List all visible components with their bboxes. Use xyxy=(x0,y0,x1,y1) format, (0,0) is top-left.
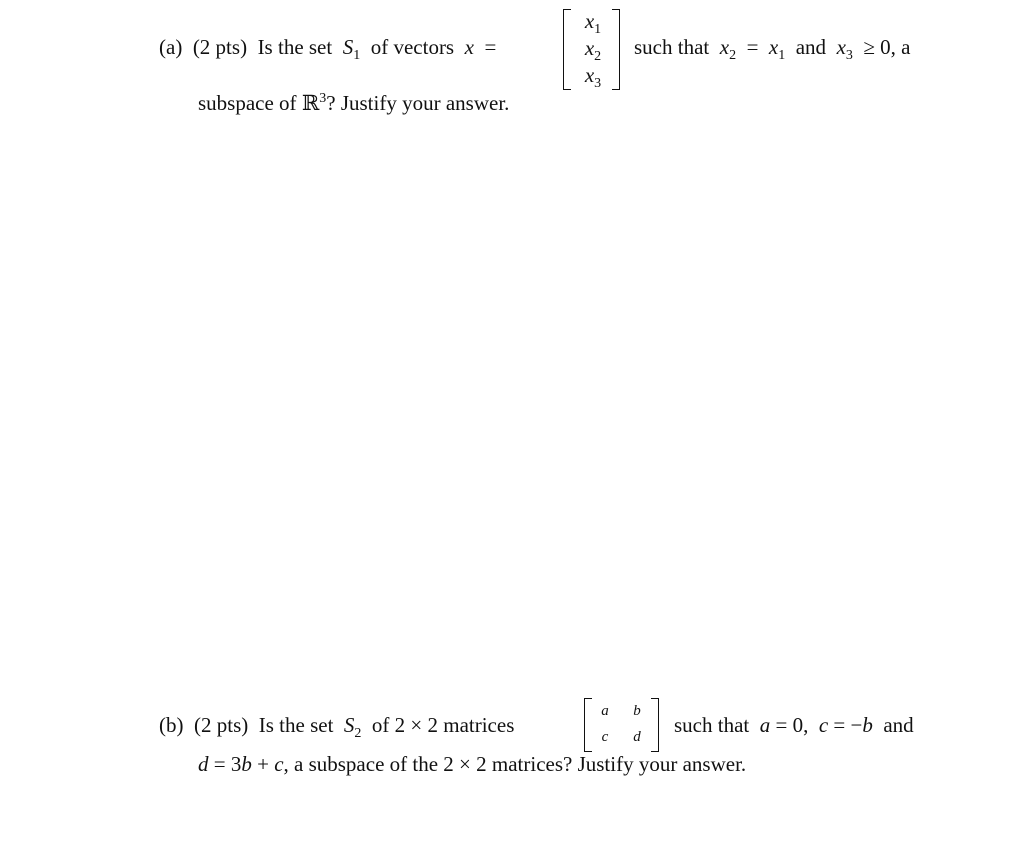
problem-b-points: (2 pts) xyxy=(194,713,249,737)
cond-x2: x xyxy=(719,35,730,59)
problem-a-points: (2 pts) xyxy=(192,35,248,59)
cond-a-eq: = 0, xyxy=(775,713,809,737)
problem-a-line-2 xyxy=(198,91,509,116)
problem-b-condition xyxy=(674,713,914,738)
problem-a-question: ? Justify your answer. xyxy=(326,91,510,115)
matrix-right-bracket xyxy=(651,698,659,752)
matrix-entry-a: a xyxy=(601,703,609,719)
set-s2-subscript: 2 xyxy=(354,726,362,741)
problem-b-text-2: of 2 × 2 matrices xyxy=(371,713,515,737)
set-s1-name: S xyxy=(342,35,354,59)
matrix-entry-c: c xyxy=(601,729,609,745)
problem-a-condition xyxy=(634,35,911,63)
vector-entry-3: $x_3$ xyxy=(584,63,602,91)
cond-c-eq: = − xyxy=(833,713,863,737)
set-s2-name: S xyxy=(343,713,355,737)
cond-x3: x xyxy=(836,35,846,59)
line2-eq: = 3 xyxy=(213,752,242,776)
vector-entry-1: $x_1$ xyxy=(584,9,602,37)
cond-x1-sub: 1 xyxy=(778,48,786,63)
cond-x3-sub: 3 xyxy=(845,48,853,63)
problem-b-line-2 xyxy=(198,752,746,777)
matrix-entry-d: d xyxy=(633,729,641,745)
cond-c: c xyxy=(818,713,829,737)
vector-left-bracket xyxy=(563,9,571,90)
problem-a-text-1: Is the set xyxy=(257,35,333,59)
problem-a-text-3: such that xyxy=(634,35,710,59)
set-s1-subscript: 1 xyxy=(353,48,361,63)
cond-and-b: and xyxy=(883,713,914,737)
matrix-left-bracket xyxy=(584,698,592,752)
problem-a-line-1 xyxy=(159,35,497,63)
problem-a-line2-text: subspace of xyxy=(198,91,297,115)
vector-variable-x: x xyxy=(464,35,474,59)
cond-x1: x xyxy=(768,35,779,59)
line2-plus: + xyxy=(257,752,269,776)
problem-b-text-1: Is the set xyxy=(258,713,334,737)
cond-geq-zero: ≥ 0, a xyxy=(863,35,911,59)
problem-b-label: (b) xyxy=(159,713,184,737)
equals-sign: = xyxy=(484,35,497,59)
real-numbers-exponent: 3 xyxy=(319,91,327,106)
cond-x2-sub: 2 xyxy=(729,48,737,63)
cond-a: a xyxy=(759,713,771,737)
problem-b-question: , a subspace of the 2 × 2 matrices? Justify your answer. xyxy=(283,752,747,776)
line2-d: d xyxy=(198,752,209,776)
problem-b-text-3: such that xyxy=(674,713,750,737)
vector-right-bracket xyxy=(612,9,620,90)
line2-b: b xyxy=(241,752,252,776)
cond-and: and xyxy=(795,35,827,59)
vector-entry-2: $x_2$ xyxy=(584,36,602,64)
problem-a-text-2: of vectors xyxy=(370,35,455,59)
real-numbers-symbol: ℝ xyxy=(301,91,320,115)
problem-b-line-1 xyxy=(159,713,515,741)
cond-b: b xyxy=(862,713,873,737)
matrix-entry-b: b xyxy=(633,703,641,719)
problem-a-label: (a) xyxy=(159,35,183,59)
cond-equals: = xyxy=(746,35,759,59)
line2-c: c xyxy=(274,752,284,776)
